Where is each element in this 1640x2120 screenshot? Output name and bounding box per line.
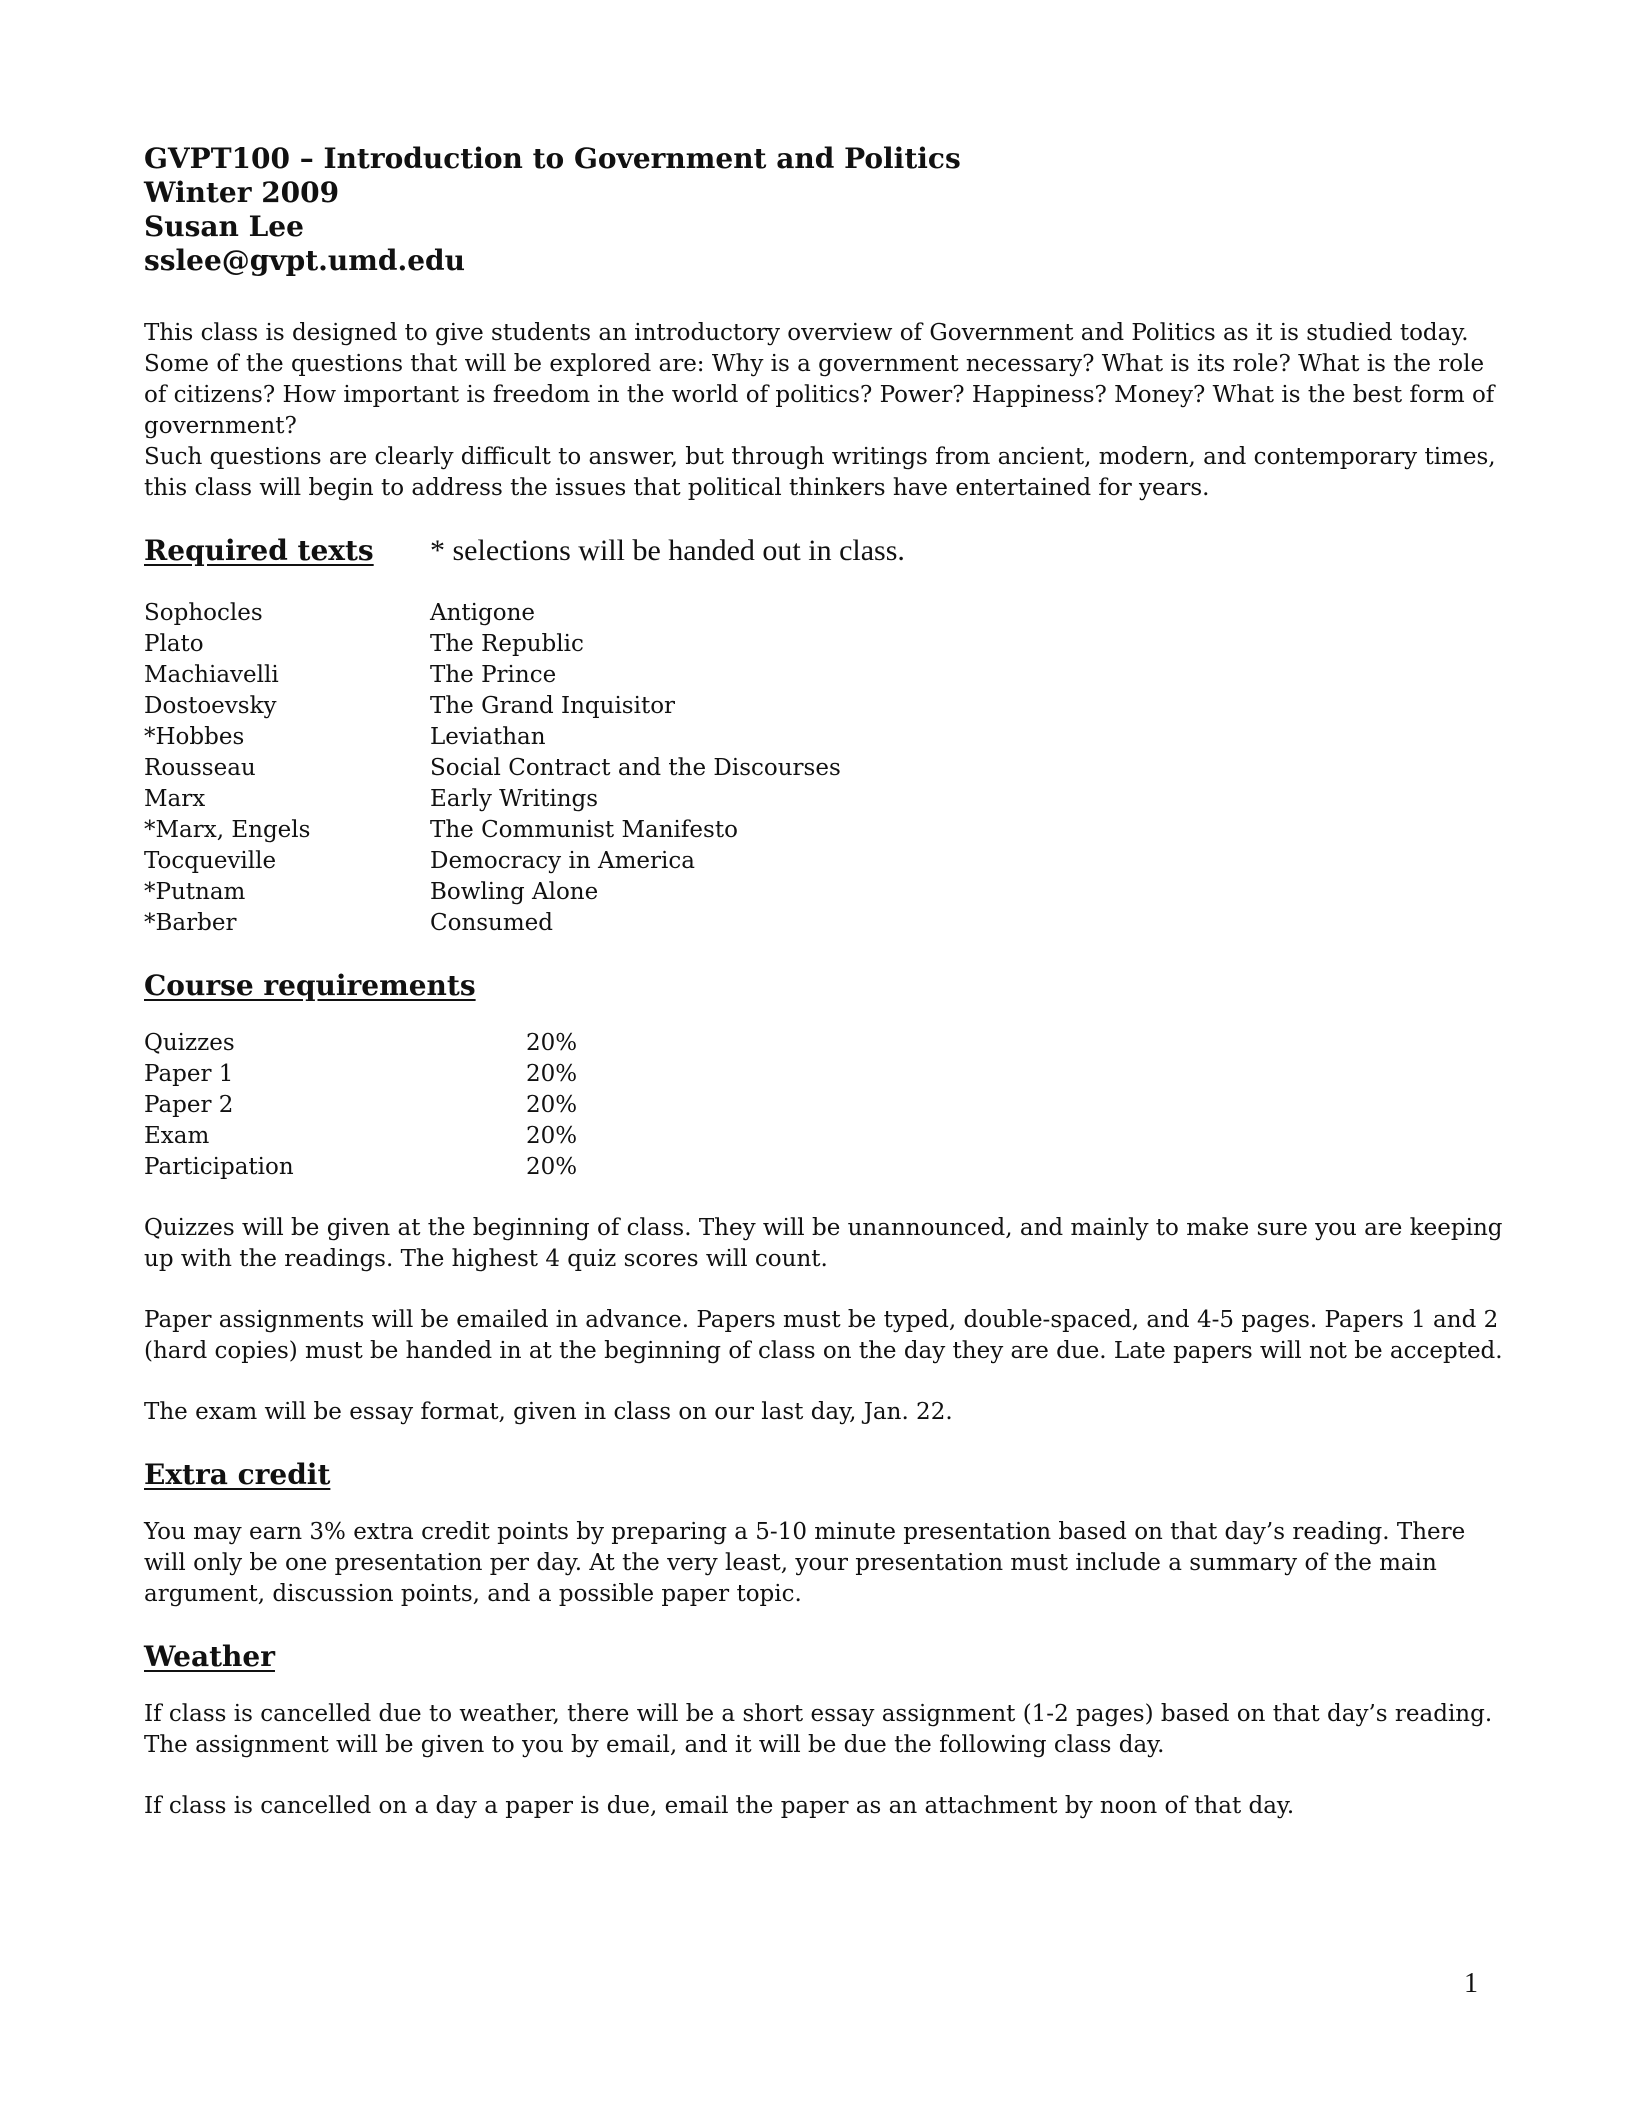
list-item: *Hobbes Leviathan xyxy=(144,724,546,750)
list-item: *Barber Consumed xyxy=(144,910,554,936)
syllabus-page xyxy=(144,142,1504,1822)
list-item: Paper 1 20% xyxy=(144,1061,578,1087)
grading-list xyxy=(144,1028,1504,1183)
list-item: Plato The Republic xyxy=(144,631,584,657)
intro-paragraph-1: This class is designed to give students an introductory overview of Government and Politics as it is studied today. Some of the questions that will be explored are: Why is a government necessary? What is its role? What is the role of citizens? How important is freedom in the world of politics? Power? Happiness? Money? What is the best form of government? xyxy=(144,320,1495,439)
syllabus-header xyxy=(144,142,1504,278)
required-texts-heading: Required texts xyxy=(144,534,374,567)
term: Winter 2009 xyxy=(144,176,340,209)
required-texts-list xyxy=(144,598,1504,939)
page-number: 1 xyxy=(1464,1968,1478,1999)
list-item: Tocqueville Democracy in America xyxy=(144,848,695,874)
extra-credit-paragraph: You may earn 3% extra credit points by preparing a 5-10 minute presentation based on that day’s reading. There will only be one presentation per day. At the very least, your presentation must include a summary of the main argument, discussion points, and a possible paper topic. xyxy=(144,1519,1466,1607)
papers-paragraph: Paper assignments will be emailed in advance. Papers must be typed, double-spaced, and 4-5 pages. Papers 1 and 2 (hard copies) must be handed in at the beginning of class on the day they are due. Late papers will not be accepted. xyxy=(144,1307,1503,1364)
list-item: Machiavelli The Prince xyxy=(144,662,557,688)
list-item: Rousseau Social Contract and the Discourses xyxy=(144,755,841,781)
list-item: Quizzes 20% xyxy=(144,1030,578,1056)
instructor-name: Susan Lee xyxy=(144,210,304,243)
instructor-email: sslee@gvpt.umd.edu xyxy=(144,244,465,277)
list-item: Sophocles Antigone xyxy=(144,600,536,626)
list-item: Participation 20% xyxy=(144,1154,578,1180)
weather-heading: Weather xyxy=(144,1640,275,1673)
list-item: Dostoevsky The Grand Inquisitor xyxy=(144,693,676,719)
course-requirements-heading: Course requirements xyxy=(144,969,476,1002)
list-item: Exam 20% xyxy=(144,1123,578,1149)
selections-note: * selections will be handed out in class. xyxy=(430,534,905,567)
list-item: Marx Early Writings xyxy=(144,786,599,812)
required-texts-heading-row xyxy=(144,534,1504,568)
course-title: GVPT100 – Introduction to Government and Politics xyxy=(144,142,961,175)
list-item: Paper 2 20% xyxy=(144,1092,578,1118)
extra-credit-heading: Extra credit xyxy=(144,1458,331,1491)
list-item: *Putnam Bowling Alone xyxy=(144,879,599,905)
weather-paragraph-2: If class is cancelled on a day a paper is due, email the paper as an attachment by noon of that day. xyxy=(144,1793,1295,1819)
intro-paragraph-2: Such questions are clearly difficult to answer, but through writings from ancient, modern, and contemporary times, this class will begin to address the issues that political thinkers have entertained for years. xyxy=(144,444,1496,501)
exam-paragraph: The exam will be essay format, given in class on our last day, Jan. 22. xyxy=(144,1399,953,1425)
list-item: *Marx, Engels The Communist Manifesto xyxy=(144,817,738,843)
quizzes-paragraph: Quizzes will be given at the beginning of class. They will be unannounced, and mainly to make sure you are keeping up with the readings. The highest 4 quiz scores will count. xyxy=(144,1215,1503,1272)
weather-paragraph-1: If class is cancelled due to weather, there will be a short essay assignment (1-2 pages) based on that day’s reading. The assignment will be given to you by email, and it will be due the following class day. xyxy=(144,1701,1493,1758)
